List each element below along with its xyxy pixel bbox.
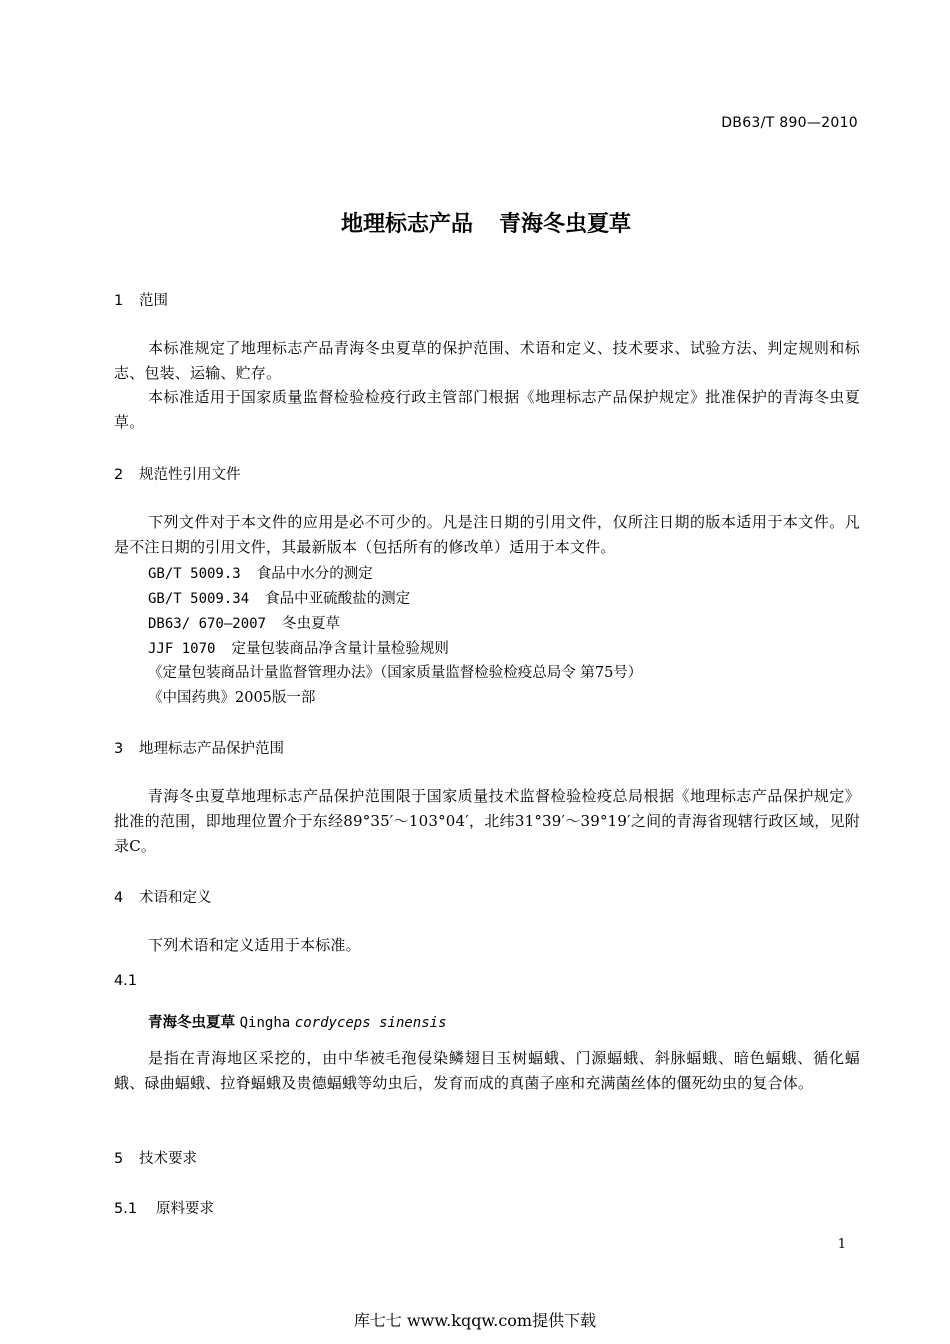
subsection-number: 4.1 [114, 973, 138, 989]
reference-code: GB/T 5009.3 [148, 566, 241, 582]
section-title: 术语和定义 [139, 890, 212, 906]
term-english-1: Qingha [239, 1015, 291, 1031]
section-1-paragraph-2: 本标准适用于国家质量监督检验检疫行政主管部门根据《地理标志产品保护规定》批准保护的青海冬虫夏草。 [114, 388, 860, 431]
section-title: 范围 [139, 293, 168, 309]
subsection-title: 原料要求 [156, 1201, 214, 1217]
section-3-paragraph-1: 青海冬虫夏草地理标志产品保护范围限于国家质量技术监督检验检疫总局根据《地理标志产品保护规定》批准的范围，即地理位置介于东经89°35′～103°04′，北纬31°39′～39°19′之间的青海省现辖行政区域，见附录C。 [114, 787, 860, 855]
page-title [0, 207, 950, 238]
reference-code: GB/T 5009.34 [148, 591, 250, 607]
section-title: 地理标志产品保护范围 [139, 741, 284, 757]
footer-watermark: 库七七 www.kqqw.com提供下载 [353, 1311, 597, 1330]
term-english-2: cordyceps sinensis [294, 1015, 447, 1031]
section-4-heading [114, 886, 212, 907]
term-chinese: 青海冬虫夏草 [148, 1015, 235, 1031]
reference-code: DB63/ 670—2007 [148, 616, 267, 632]
section-5-heading [114, 1147, 197, 1168]
section-3-heading [114, 737, 284, 758]
title-part-2: 青海冬虫夏草 [499, 212, 632, 237]
reference-name: 食品中水分的测定 [256, 566, 373, 582]
section-title: 规范性引用文件 [139, 467, 241, 483]
section-number: 1 [114, 293, 124, 309]
title-part-1: 地理标志产品 [340, 212, 473, 237]
reference-item: 《定量包装商品计量监督管理办法》（国家质量监督检验检疫总局令 第75号） [148, 665, 643, 681]
subsection-5-1-heading [114, 1197, 214, 1218]
section-number: 3 [114, 741, 124, 757]
document-number: DB63/T 890—2010 [721, 115, 858, 131]
page-number: 1 [837, 1237, 846, 1252]
reference-name: 冬虫夏草 [282, 616, 341, 632]
section-2-paragraph-1: 下列文件对于本文件的应用是必不可少的。凡是注日期的引用文件，仅所注日期的版本适用于本文件。凡是不注日期的引用文件，其最新版本（包括所有的修改单）适用于本文件。 [114, 513, 860, 556]
section-number: 4 [114, 890, 124, 906]
reference-item [148, 562, 373, 583]
reference-item [148, 612, 340, 633]
reference-item [148, 637, 449, 658]
section-2-heading [114, 463, 241, 484]
reference-item [148, 587, 410, 608]
term-definition: 是指在青海地区采挖的，由中华被毛孢侵染鳞翅目玉树蝠蛾、门源蝠蛾、斜脉蝠蛾、暗色蝠蛾、循化蝠蛾、碌曲蝠蛾、拉脊蝠蛾及贵德蝠蛾等幼虫后，发育而成的真菌子座和充满菌丝体的僵死幼虫的复合体。 [114, 1049, 860, 1092]
reference-name: 食品中亚硫酸盐的测定 [265, 591, 411, 607]
reference-name: 定量包装商品净含量计量检验规则 [231, 641, 449, 657]
subsection-number: 5.1 [114, 1201, 138, 1217]
section-4-paragraph-1: 下列术语和定义适用于本标准。 [148, 936, 361, 954]
section-1-paragraph-1: 本标准规定了地理标志产品青海冬虫夏草的保护范围、术语和定义、技术要求、试验方法、判定规则和标志、包装、运输、贮存。 [114, 339, 860, 382]
section-number: 2 [114, 467, 124, 483]
section-1-heading [114, 289, 168, 310]
reference-code: JJF 1070 [148, 641, 216, 657]
term-entry [148, 1011, 447, 1032]
section-number: 5 [114, 1151, 124, 1167]
section-title: 技术要求 [139, 1151, 197, 1167]
reference-item: 《中国药典》2005版一部 [148, 690, 316, 706]
